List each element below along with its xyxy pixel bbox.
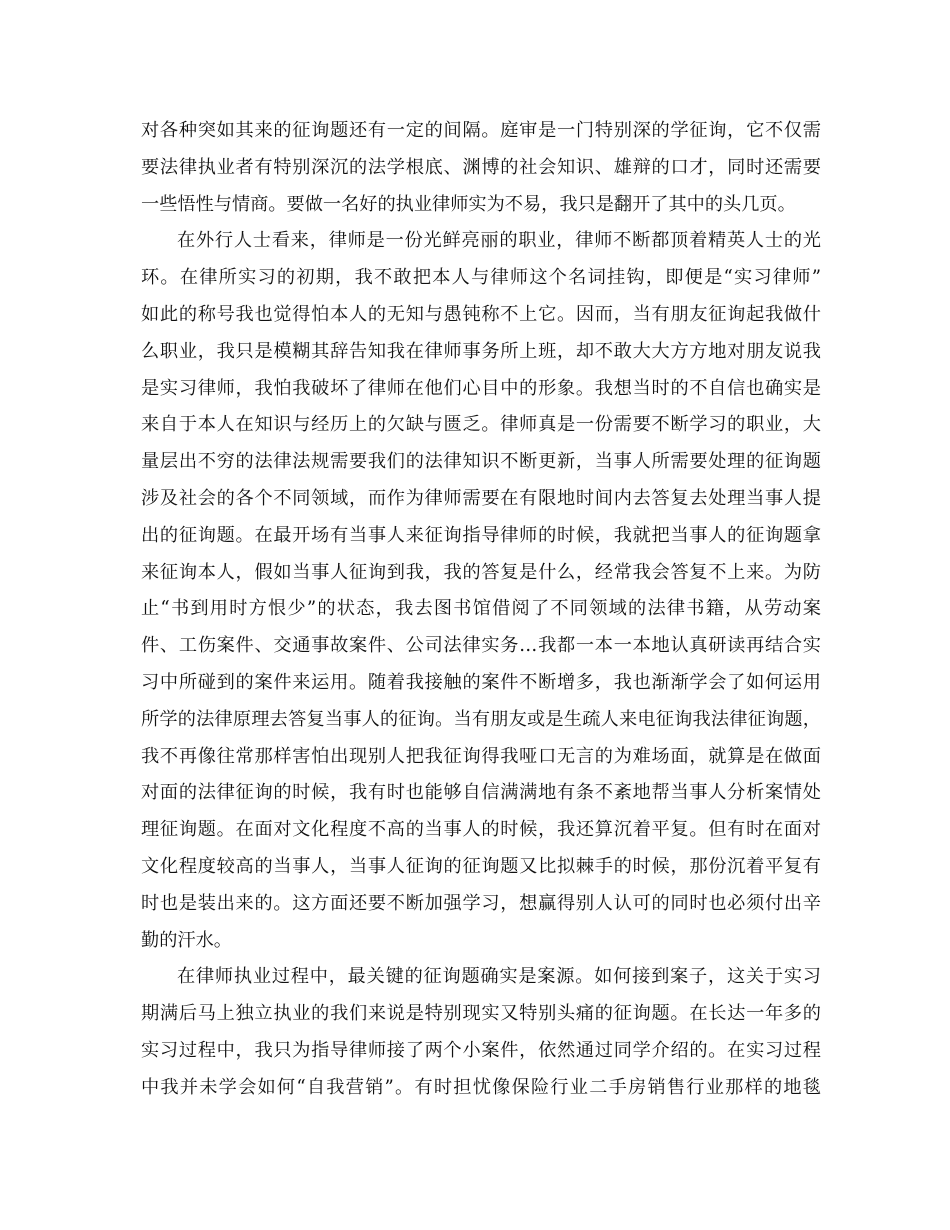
- text-line: 文化程度较高的当事人，当事人征询的征询题又比拟棘手的时候，那份沉着平复有: [141, 855, 821, 877]
- text-line: 在外行人士看来，律师是一份光鲜亮丽的职业，律师不断都顶着精英人士的光: [177, 230, 821, 252]
- text-line: 中我并未学会如何“自我营销”。有时担忧像保险行业二手房销售行业那样的地毯: [141, 1076, 821, 1098]
- text-line: 涉及社会的各个不同领域，而作为律师需要在有限地时间内去答复去处理当事人提: [141, 487, 821, 509]
- text-line: 实习过程中，我只为指导律师接了两个小案件，依然通过同学介绍的。在实习过程: [141, 1039, 821, 1061]
- text-line: 如此的称号我也觉得怕本人的无知与愚钝称不上它。因而，当有朋友征询起我做什: [141, 303, 821, 325]
- text-line: 理征询题。在面对文化程度不高的当事人的时候，我还算沉着平复。但有时在面对: [141, 819, 821, 841]
- text-line: 来自于本人在知识与经历上的欠缺与匮乏。律师真是一份需要不断学习的职业，大: [141, 414, 821, 436]
- text-line: 止“书到用时方恨少”的状态，我去图书馆借阅了不同领域的法律书籍，从劳动案: [141, 598, 821, 620]
- text-line: 期满后马上独立执业的我们来说是特别现实又特别头痛的征询题。在长达一年多的: [141, 1003, 821, 1025]
- text-line: 出的征询题。在最开场有当事人来征询指导律师的时候，我就把当事人的征询题拿: [141, 524, 821, 546]
- text-line: 是实习律师，我怕我破坏了律师在他们心目中的形象。我想当时的不自信也确实是: [141, 377, 821, 399]
- text-line: 要法律执业者有特别深沉的法学根底、渊博的社会知识、雄辩的口才，同时还需要: [141, 156, 821, 178]
- document-body: [141, 113, 821, 1107]
- text-line: 么职业，我只是模糊其辞告知我在律师事务所上班，却不敢大大方方地对朋友说我: [141, 340, 821, 362]
- text-line: 对面的法律征询的时候，我有时也能够自信满满地有条不紊地帮当事人分析案情处: [141, 782, 821, 804]
- text-line: 在律师执业过程中，最关键的征询题确实是案源。如何接到案子，这关于实习: [177, 966, 821, 988]
- text-line: 来征询本人，假如当事人征询到我，我的答复是什么，经常我会答复不上来。为防: [141, 561, 821, 583]
- text-line: 我不再像往常那样害怕出现别人把我征询得我哑口无言的为难场面，就算是在做面: [141, 745, 821, 767]
- text-line: 环。在律所实习的初期，我不敢把本人与律师这个名词挂钩，即便是“实习律师”: [141, 267, 821, 289]
- text-line: 习中所碰到的案件来运用。随着我接触的案件不断增多，我也渐渐学会了如何运用: [141, 671, 821, 693]
- text-line: 所学的法律原理去答复当事人的征询。当有朋友或是生疏人来电征询我法律征询题，: [141, 708, 821, 730]
- text-line: 量层出不穷的法律法规需要我们的法律知识不断更新，当事人所需要处理的征询题: [141, 451, 821, 473]
- text-line: 勤的汗水。: [141, 929, 232, 951]
- text-line: 一些悟性与情商。要做一名好的执业律师实为不易，我只是翻开了其中的头几页。: [141, 193, 796, 215]
- text-line: 件、工伤案件、交通事故案件、公司法律实务…我都一本一本地认真研读再结合实: [141, 635, 821, 657]
- text-line: 时也是装出来的。这方面还要不断加强学习，想赢得别人认可的同时也必须付出辛: [141, 892, 821, 914]
- text-line: 对各种突如其来的征询题还有一定的间隔。庭审是一门特别深的学征询，它不仅需: [141, 120, 821, 141]
